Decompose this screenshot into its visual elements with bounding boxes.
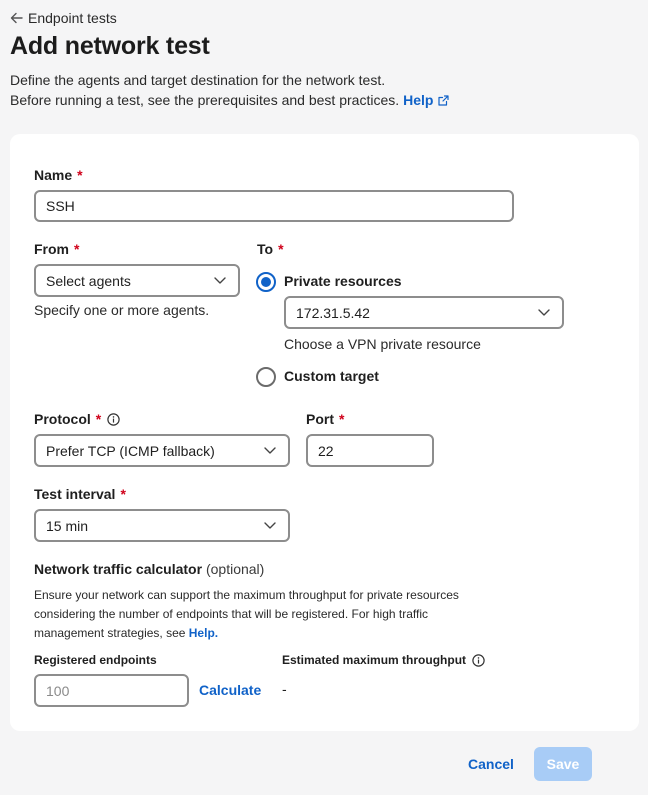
calculator-help-link[interactable]: Help. bbox=[188, 626, 219, 640]
page-title: Add network test bbox=[10, 32, 210, 60]
back-link[interactable] bbox=[10, 9, 117, 27]
arrow-left-icon bbox=[10, 12, 23, 24]
radio-custom-target[interactable] bbox=[256, 367, 276, 387]
private-resource-value: 172.31.5.42 bbox=[296, 304, 370, 321]
protocol-label bbox=[34, 410, 120, 428]
required-mark: * bbox=[278, 241, 284, 257]
name-input[interactable] bbox=[34, 190, 514, 222]
cancel-button[interactable]: Cancel bbox=[468, 756, 514, 772]
private-resource-hint: Choose a VPN private resource bbox=[284, 336, 481, 352]
info-icon[interactable] bbox=[472, 654, 485, 667]
page-description-2 bbox=[10, 90, 449, 110]
page-description: Define the agents and target destination for the network test. bbox=[10, 72, 386, 88]
to-label bbox=[257, 240, 284, 258]
test-interval-value: 15 min bbox=[46, 517, 89, 534]
from-label-text: From bbox=[34, 241, 69, 257]
protocol-value: Prefer TCP (ICMP fallback) bbox=[46, 442, 215, 459]
radio-private-resources-label[interactable]: Private resources bbox=[284, 273, 402, 289]
page-description-text: Before running a test, see the prerequisites and best practices. bbox=[10, 92, 400, 108]
calculator-optional: (optional) bbox=[205, 561, 265, 577]
name-input-value: SSH bbox=[46, 198, 75, 214]
calculator-description-line: Ensure your network can support the maximum throughput for private resources bbox=[34, 588, 459, 602]
to-label-text: To bbox=[257, 241, 274, 257]
help-link-label: Help bbox=[403, 92, 434, 108]
registered-endpoints-label: Registered endpoints bbox=[34, 653, 157, 667]
calculator-description-text: management strategies, see bbox=[34, 626, 186, 640]
external-link-icon bbox=[438, 95, 449, 106]
save-button[interactable]: Save bbox=[534, 747, 592, 781]
calculate-button[interactable]: Calculate bbox=[199, 682, 262, 698]
required-mark: * bbox=[120, 486, 126, 502]
required-mark: * bbox=[95, 411, 102, 427]
from-hint: Specify one or more agents. bbox=[34, 302, 210, 318]
test-interval-label-text: Test interval bbox=[34, 486, 116, 502]
chevron-down-icon bbox=[264, 522, 276, 529]
throughput-label-text: Estimated maximum throughput bbox=[282, 653, 467, 667]
required-mark: * bbox=[339, 411, 345, 427]
required-mark: * bbox=[74, 241, 80, 257]
port-label-text: Port bbox=[306, 411, 334, 427]
calculator-description bbox=[34, 586, 459, 643]
test-interval-label bbox=[34, 485, 126, 503]
throughput-label bbox=[282, 652, 485, 668]
port-input[interactable] bbox=[306, 434, 434, 467]
name-label bbox=[34, 166, 83, 184]
name-label-text: Name bbox=[34, 167, 73, 183]
port-input-value: 22 bbox=[318, 442, 334, 459]
back-link-label: Endpoint tests bbox=[28, 10, 117, 26]
throughput-value: - bbox=[282, 681, 287, 697]
radio-private-resources[interactable] bbox=[256, 272, 276, 292]
private-resource-select[interactable] bbox=[284, 296, 564, 329]
port-label bbox=[306, 410, 344, 428]
calculator-title bbox=[34, 561, 264, 577]
radio-custom-target-label[interactable]: Custom target bbox=[284, 368, 379, 384]
registered-endpoints-input[interactable] bbox=[34, 674, 189, 707]
registered-endpoints-placeholder: 100 bbox=[46, 682, 70, 699]
calculator-description-line: considering the number of endpoints that will be registered. For high traffic bbox=[34, 607, 428, 621]
protocol-label-text: Protocol bbox=[34, 411, 91, 427]
calculator-title-text: Network traffic calculator bbox=[34, 561, 203, 577]
from-select[interactable] bbox=[34, 264, 240, 297]
help-link[interactable] bbox=[403, 90, 449, 110]
chevron-down-icon bbox=[214, 277, 226, 284]
chevron-down-icon bbox=[538, 309, 550, 316]
from-select-placeholder: Select agents bbox=[46, 272, 131, 289]
required-mark: * bbox=[77, 167, 83, 183]
test-interval-select[interactable] bbox=[34, 509, 290, 542]
info-icon[interactable] bbox=[107, 413, 120, 426]
calculator-description-line bbox=[34, 624, 459, 643]
protocol-select[interactable] bbox=[34, 434, 290, 467]
from-label bbox=[34, 240, 79, 258]
chevron-down-icon bbox=[264, 447, 276, 454]
